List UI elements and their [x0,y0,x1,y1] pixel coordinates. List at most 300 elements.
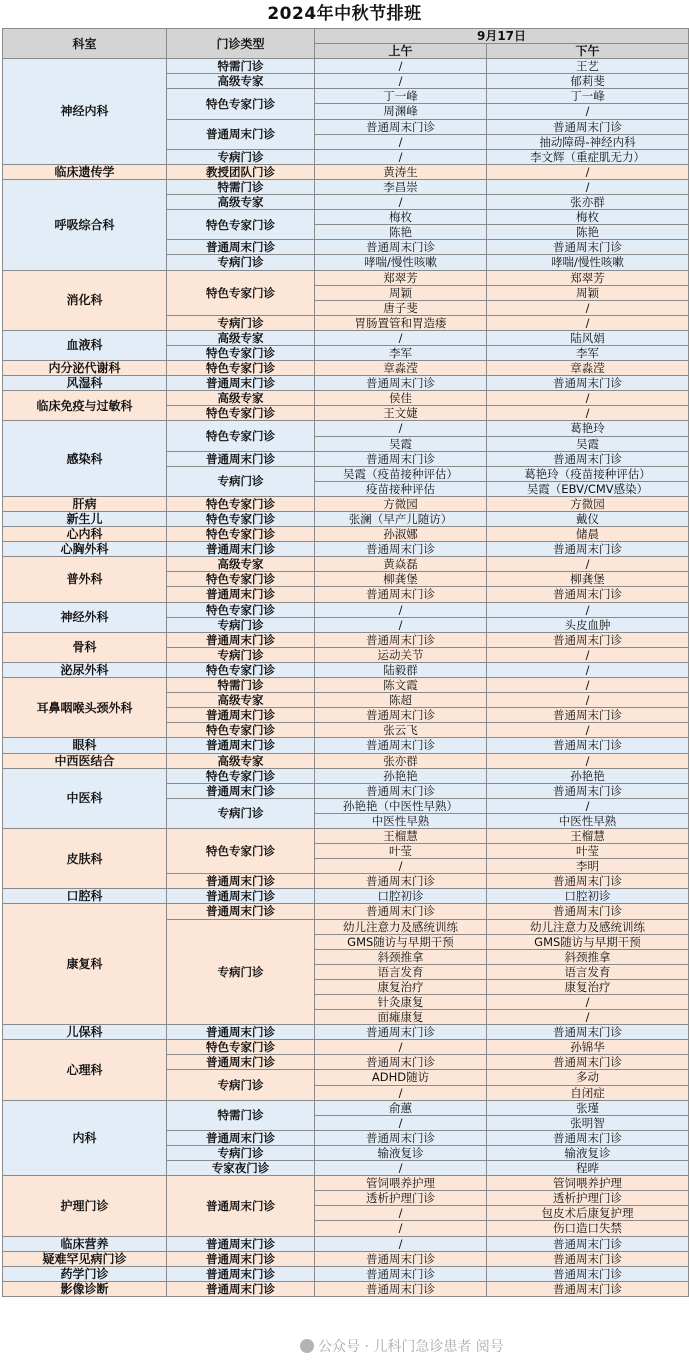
afternoon-cell: 头皮血肿 [487,617,689,632]
clinic-type-cell: 高级专家 [167,330,315,345]
table-row [3,1251,689,1266]
afternoon-cell: 多动 [487,1070,689,1085]
table-row [3,889,689,904]
morning-cell: 张亦群 [315,753,487,768]
morning-cell: 输液复诊 [315,1145,487,1160]
morning-cell: 王榴慧 [315,828,487,843]
dept-cell: 眼科 [3,738,167,753]
afternoon-cell: 康复治疗 [487,979,689,994]
clinic-type-cell: 专病门诊 [167,149,315,164]
clinic-type-cell: 普通周末门诊 [167,738,315,753]
morning-cell: 普通周末门诊 [315,1130,487,1145]
clinic-type-cell: 普通周末门诊 [167,1176,315,1236]
afternoon-cell: 普通周末门诊 [487,1130,689,1145]
table-row [3,330,689,345]
afternoon-cell: 葛艳玲 [487,421,689,436]
clinic-type-cell: 特色专家门诊 [167,1040,315,1055]
afternoon-cell: 吴霞 [487,436,689,451]
clinic-type-cell: 教授团队门诊 [167,164,315,179]
clinic-type-cell: 普通周末门诊 [167,587,315,602]
morning-cell: 柳龚堡 [315,572,487,587]
clinic-type-cell: 特色专家门诊 [167,496,315,511]
morning-cell: 张云飞 [315,723,487,738]
afternoon-cell: 普通周末门诊 [487,451,689,466]
dept-cell: 影像诊断 [3,1281,167,1296]
dept-cell: 神经外科 [3,602,167,632]
afternoon-cell: 普通周末门诊 [487,1055,689,1070]
dept-cell: 风湿科 [3,376,167,391]
clinic-type-cell: 专病门诊 [167,919,315,1025]
morning-cell: 王文婕 [315,406,487,421]
afternoon-cell: / [487,602,689,617]
afternoon-cell: 哮喘/慢性咳嗽 [487,255,689,270]
morning-cell: 普通周末门诊 [315,632,487,647]
morning-cell: 陈艳 [315,225,487,240]
clinic-type-cell: 普通周末门诊 [167,1266,315,1281]
clinic-type-cell: 高级专家 [167,753,315,768]
clinic-type-cell: 特需门诊 [167,1100,315,1130]
clinic-type-cell: 专病门诊 [167,315,315,330]
morning-cell: / [315,602,487,617]
clinic-type-cell: 特色专家门诊 [167,602,315,617]
morning-cell: 陈超 [315,693,487,708]
afternoon-cell: 戴仪 [487,512,689,527]
morning-cell: / [315,1085,487,1100]
clinic-type-cell: 特色专家门诊 [167,572,315,587]
afternoon-cell: 李明 [487,859,689,874]
clinic-type-cell: 普通周末门诊 [167,376,315,391]
morning-cell: 普通周末门诊 [315,451,487,466]
morning-cell: / [315,74,487,89]
table-row [3,376,689,391]
dept-cell: 中医科 [3,768,167,828]
afternoon-cell: 普通周末门诊 [487,376,689,391]
clinic-type-cell: 特色专家门诊 [167,361,315,376]
schedule-table [2,28,689,1297]
afternoon-cell: 程晔 [487,1161,689,1176]
afternoon-cell: 普通周末门诊 [487,587,689,602]
afternoon-cell: 抽动障碍-神经内科 [487,134,689,149]
clinic-type-cell: 特色专家门诊 [167,723,315,738]
afternoon-cell: / [487,315,689,330]
table-row [3,361,689,376]
afternoon-cell: 普通周末门诊 [487,738,689,753]
morning-cell: / [315,149,487,164]
afternoon-cell: / [487,179,689,194]
afternoon-cell: / [487,391,689,406]
dept-cell: 内科 [3,1100,167,1175]
morning-cell: 中医性早熟 [315,813,487,828]
table-row [3,1100,689,1115]
afternoon-cell: 孙锦华 [487,1040,689,1055]
table-row [3,768,689,783]
page-title: 2024年中秋节排班 [267,4,422,24]
table-row [3,527,689,542]
morning-cell: / [315,1161,487,1176]
morning-cell: / [315,330,487,345]
afternoon-cell: GMS随访与早期干预 [487,934,689,949]
dept-cell: 心内科 [3,527,167,542]
clinic-type-cell: 专病门诊 [167,1070,315,1100]
dept-cell: 泌尿外科 [3,662,167,677]
morning-cell: 语言发育 [315,964,487,979]
morning-cell: / [315,134,487,149]
table-row [3,391,689,406]
table-row [3,738,689,753]
afternoon-cell: / [487,104,689,119]
afternoon-cell: / [487,693,689,708]
clinic-type-cell: 特色专家门诊 [167,527,315,542]
table-row [3,1176,689,1191]
dept-cell: 新生儿 [3,512,167,527]
clinic-type-cell: 普通周末门诊 [167,119,315,149]
clinic-type-cell: 专病门诊 [167,1145,315,1160]
clinic-type-cell: 普通周末门诊 [167,451,315,466]
afternoon-cell: 王艺 [487,59,689,74]
dept-cell: 普外科 [3,557,167,602]
morning-cell: 幼儿注意力及感统训练 [315,919,487,934]
morning-cell: 方微园 [315,496,487,511]
afternoon-cell: / [487,164,689,179]
afternoon-cell: / [487,662,689,677]
afternoon-cell: 吴霞（EBV/CMV感染） [487,481,689,496]
morning-cell: 疫苗接种评估 [315,481,487,496]
morning-cell: 管饲喂养护理 [315,1176,487,1191]
clinic-type-cell: 普通周末门诊 [167,1281,315,1296]
afternoon-cell: 包皮术后康复护理 [487,1206,689,1221]
afternoon-cell: / [487,406,689,421]
morning-cell: 哮喘/慢性咳嗽 [315,255,487,270]
morning-cell: 张澜（早产儿随访） [315,512,487,527]
header-dept: 科室 [3,29,167,59]
afternoon-cell: 普通周末门诊 [487,708,689,723]
clinic-type-cell: 专病门诊 [167,798,315,828]
clinic-type-cell: 普通周末门诊 [167,542,315,557]
clinic-type-cell: 特需门诊 [167,179,315,194]
afternoon-cell: 管饲喂养护理 [487,1176,689,1191]
morning-cell: 孙艳艳（中医性早熟） [315,798,487,813]
table-row [3,164,689,179]
morning-cell: 黄焱磊 [315,557,487,572]
morning-cell: 普通周末门诊 [315,119,487,134]
table-row [3,512,689,527]
clinic-type-cell: 特色专家门诊 [167,270,315,315]
dept-cell: 感染科 [3,421,167,496]
afternoon-cell: 葛艳玲（疫苗接种评估） [487,466,689,481]
morning-cell: 周渊峰 [315,104,487,119]
table-row [3,632,689,647]
header-type: 门诊类型 [167,29,315,59]
morning-cell: 口腔初诊 [315,889,487,904]
table-row [3,602,689,617]
clinic-type-cell: 高级专家 [167,195,315,210]
afternoon-cell: 斜颈推拿 [487,949,689,964]
table-row [3,179,689,194]
afternoon-cell: 幼儿注意力及感统训练 [487,919,689,934]
afternoon-cell: / [487,557,689,572]
morning-cell: 唐子斐 [315,300,487,315]
afternoon-cell: / [487,798,689,813]
clinic-type-cell: 普通周末门诊 [167,708,315,723]
afternoon-cell: 张瑾 [487,1100,689,1115]
afternoon-cell: 口腔初诊 [487,889,689,904]
afternoon-cell: / [487,753,689,768]
morning-cell: 斜颈推拿 [315,949,487,964]
morning-cell: 孙淑娜 [315,527,487,542]
clinic-type-cell: 特色专家门诊 [167,662,315,677]
morning-cell: 俞蕙 [315,1100,487,1115]
morning-cell: 运动关节 [315,647,487,662]
morning-cell: / [315,195,487,210]
afternoon-cell: / [487,647,689,662]
morning-cell: GMS随访与早期干预 [315,934,487,949]
table-row [3,678,689,693]
clinic-type-cell: 高级专家 [167,391,315,406]
afternoon-cell: / [487,723,689,738]
afternoon-cell: 郑翠芳 [487,270,689,285]
dept-cell: 骨科 [3,632,167,662]
watermark-text: 公众号 · 儿科门急诊患者 阅号 [318,1339,504,1355]
header-am: 上午 [315,44,487,59]
morning-cell: 叶莹 [315,844,487,859]
afternoon-cell: 普通周末门诊 [487,783,689,798]
clinic-type-cell: 普通周末门诊 [167,874,315,889]
dept-cell: 消化科 [3,270,167,330]
table-row [3,662,689,677]
afternoon-cell: / [487,678,689,693]
dept-cell: 护理门诊 [3,1176,167,1236]
morning-cell: / [315,1206,487,1221]
morning-cell: / [315,1236,487,1251]
clinic-type-cell: 普通周末门诊 [167,632,315,647]
morning-cell: / [315,1221,487,1236]
afternoon-cell: 普通周末门诊 [487,1025,689,1040]
afternoon-cell: 张亦群 [487,195,689,210]
morning-cell: 章淼滢 [315,361,487,376]
morning-cell: 普通周末门诊 [315,1251,487,1266]
clinic-type-cell: 普通周末门诊 [167,889,315,904]
table-row [3,557,689,572]
afternoon-cell: 孙艳艳 [487,768,689,783]
clinic-type-cell: 特色专家门诊 [167,421,315,451]
dept-cell: 儿保科 [3,1025,167,1040]
dept-cell: 口腔科 [3,889,167,904]
afternoon-cell: / [487,995,689,1010]
dept-cell: 神经内科 [3,59,167,165]
morning-cell: 黄涛生 [315,164,487,179]
dept-cell: 肝病 [3,496,167,511]
afternoon-cell: 柳龚堡 [487,572,689,587]
morning-cell: 周颖 [315,285,487,300]
morning-cell: 孙艳艳 [315,768,487,783]
afternoon-cell: 普通周末门诊 [487,542,689,557]
clinic-type-cell: 普通周末门诊 [167,783,315,798]
dept-cell: 血液科 [3,330,167,360]
morning-cell: 普通周末门诊 [315,1266,487,1281]
morning-cell: / [315,421,487,436]
morning-cell: 普通周末门诊 [315,1025,487,1040]
clinic-type-cell: 普通周末门诊 [167,904,315,919]
dept-cell: 康复科 [3,904,167,1025]
morning-cell: 梅枚 [315,210,487,225]
table-row [3,904,689,919]
dept-cell: 心理科 [3,1040,167,1100]
clinic-type-cell: 专病门诊 [167,466,315,496]
clinic-type-cell: 特色专家门诊 [167,89,315,119]
clinic-type-cell: 专家夜门诊 [167,1161,315,1176]
header-date: 9月17日 [315,29,689,44]
clinic-type-cell: 普通周末门诊 [167,1130,315,1145]
clinic-type-cell: 特色专家门诊 [167,406,315,421]
dept-cell: 呼吸综合科 [3,179,167,270]
dept-cell: 耳鼻咽喉头颈外科 [3,678,167,738]
morning-cell: / [315,859,487,874]
clinic-type-cell: 特色专家门诊 [167,210,315,240]
table-row [3,270,689,285]
morning-cell: 普通周末门诊 [315,783,487,798]
table-row [3,1281,689,1296]
clinic-type-cell: 专病门诊 [167,255,315,270]
afternoon-cell: 普通周末门诊 [487,904,689,919]
afternoon-cell: 普通周末门诊 [487,1251,689,1266]
morning-cell: 普通周末门诊 [315,904,487,919]
morning-cell: 吴霞（疫苗接种评估） [315,466,487,481]
morning-cell: / [315,617,487,632]
clinic-type-cell: 高级专家 [167,693,315,708]
morning-cell: 透析护理门诊 [315,1191,487,1206]
table-row [3,1236,689,1251]
table-row [3,828,689,843]
afternoon-cell: 陈艳 [487,225,689,240]
dept-cell: 疑难罕见病门诊 [3,1251,167,1266]
watermark [300,1336,504,1356]
afternoon-cell: 储晨 [487,527,689,542]
clinic-type-cell: 特色专家门诊 [167,828,315,873]
morning-cell: / [315,1115,487,1130]
morning-cell: 普通周末门诊 [315,874,487,889]
table-row [3,1040,689,1055]
afternoon-cell: 普通周末门诊 [487,119,689,134]
afternoon-cell: 李文辉（重症肌无力） [487,149,689,164]
afternoon-cell: / [487,300,689,315]
clinic-type-cell: 特色专家门诊 [167,768,315,783]
morning-cell: 普通周末门诊 [315,587,487,602]
afternoon-cell: 普通周末门诊 [487,874,689,889]
afternoon-cell: 语言发育 [487,964,689,979]
dept-cell: 皮肤科 [3,828,167,888]
clinic-type-cell: 专病门诊 [167,647,315,662]
afternoon-cell: / [487,1010,689,1025]
afternoon-cell: 普通周末门诊 [487,1266,689,1281]
morning-cell: 李昌崇 [315,179,487,194]
clinic-type-cell: 专病门诊 [167,617,315,632]
morning-cell: 陆毅群 [315,662,487,677]
afternoon-cell: 李军 [487,345,689,360]
morning-cell: 胃肠置管和胃造瘘 [315,315,487,330]
clinic-type-cell: 普通周末门诊 [167,240,315,255]
morning-cell: 吴霞 [315,436,487,451]
clinic-type-cell: 普通周末门诊 [167,1251,315,1266]
afternoon-cell: 郁莉斐 [487,74,689,89]
clinic-type-cell: 高级专家 [167,557,315,572]
dept-cell: 中西医结合 [3,753,167,768]
morning-cell: 普通周末门诊 [315,376,487,391]
afternoon-cell: 普通周末门诊 [487,1281,689,1296]
morning-cell: 陈文霞 [315,678,487,693]
afternoon-cell: 章淼滢 [487,361,689,376]
wechat-icon [300,1339,314,1353]
dept-cell: 内分泌代谢科 [3,361,167,376]
afternoon-cell: 陆风娟 [487,330,689,345]
clinic-type-cell: 特需门诊 [167,59,315,74]
afternoon-cell: 周颖 [487,285,689,300]
afternoon-cell: 张明智 [487,1115,689,1130]
clinic-type-cell: 特色专家门诊 [167,512,315,527]
morning-cell: 普通周末门诊 [315,240,487,255]
morning-cell: 普通周末门诊 [315,738,487,753]
afternoon-cell: 普通周末门诊 [487,1236,689,1251]
morning-cell: 普通周末门诊 [315,1281,487,1296]
morning-cell: 针灸康复 [315,995,487,1010]
afternoon-cell: 输液复诊 [487,1145,689,1160]
clinic-type-cell: 特需门诊 [167,678,315,693]
afternoon-cell: 伤口造口失禁 [487,1221,689,1236]
table-row [3,1025,689,1040]
afternoon-cell: 王榴慧 [487,828,689,843]
clinic-type-cell: 高级专家 [167,74,315,89]
table-row [3,1266,689,1281]
afternoon-cell: 丁一峰 [487,89,689,104]
table-row [3,753,689,768]
clinic-type-cell: 普通周末门诊 [167,1236,315,1251]
morning-cell: 康复治疗 [315,979,487,994]
morning-cell: 普通周末门诊 [315,542,487,557]
afternoon-cell: 中医性早熟 [487,813,689,828]
afternoon-cell: 普通周末门诊 [487,240,689,255]
morning-cell: 侯佳 [315,391,487,406]
table-row [3,496,689,511]
afternoon-cell: 叶莹 [487,844,689,859]
morning-cell: 普通周末门诊 [315,1055,487,1070]
clinic-type-cell: 普通周末门诊 [167,1025,315,1040]
table-row [3,421,689,436]
clinic-type-cell: 普通周末门诊 [167,1055,315,1070]
table-row [3,59,689,74]
morning-cell: / [315,1040,487,1055]
morning-cell: ADHD随访 [315,1070,487,1085]
dept-cell: 心胸外科 [3,542,167,557]
afternoon-cell: 梅枚 [487,210,689,225]
clinic-type-cell: 特色专家门诊 [167,345,315,360]
morning-cell: 郑翠芳 [315,270,487,285]
morning-cell: / [315,59,487,74]
afternoon-cell: 方微园 [487,496,689,511]
table-row [3,542,689,557]
morning-cell: 丁一峰 [315,89,487,104]
header-row [3,29,689,44]
afternoon-cell: 自闭症 [487,1085,689,1100]
afternoon-cell: 普通周末门诊 [487,632,689,647]
morning-cell: 面瘫康复 [315,1010,487,1025]
morning-cell: 李军 [315,345,487,360]
header-pm: 下午 [487,44,689,59]
dept-cell: 临床营养 [3,1236,167,1251]
morning-cell: 普通周末门诊 [315,708,487,723]
dept-cell: 临床遗传学 [3,164,167,179]
dept-cell: 临床免疫与过敏科 [3,391,167,421]
afternoon-cell: 透析护理门诊 [487,1191,689,1206]
dept-cell: 药学门诊 [3,1266,167,1281]
